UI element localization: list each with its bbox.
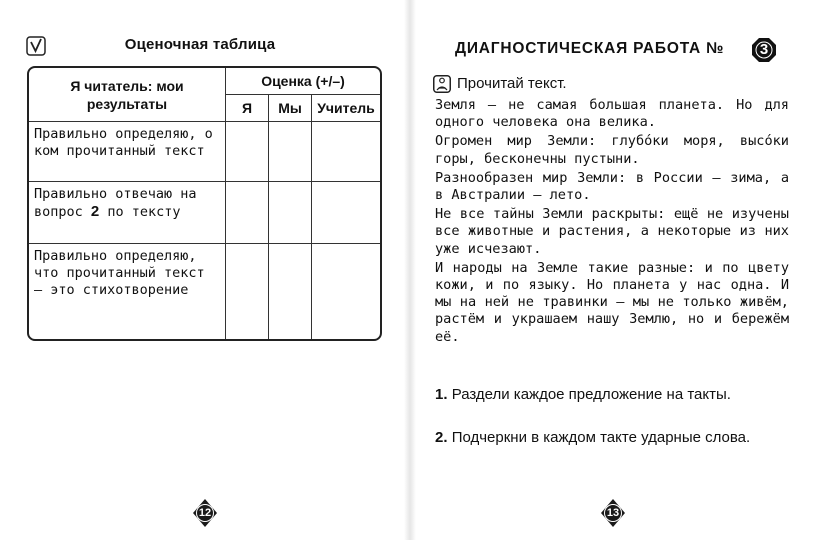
page-title: Оценочная таблица: [124, 36, 276, 53]
task-1: [435, 386, 789, 404]
right-page: [420, 0, 821, 540]
read-instruction: Прочитай текст.: [457, 75, 567, 92]
text-paragraph: Огромен мир Земли: глубо́ки моря, высо́ки горы, бесконечны пустыни.: [435, 133, 789, 167]
score-cell[interactable]: [226, 122, 269, 182]
header-we: Мы: [269, 95, 312, 122]
score-cell[interactable]: [226, 244, 269, 340]
score-cell[interactable]: [312, 122, 381, 182]
header-score-group: Оценка (+/–): [226, 68, 381, 95]
text-paragraph: Земля — не самая большая планета. Но для одного человека она велика.: [435, 97, 789, 131]
question-number: 2: [90, 203, 100, 220]
criterion-row-3: Правильно определяю, что прочитанный текст — это стихотворение: [29, 244, 226, 340]
score-cell[interactable]: [226, 182, 269, 244]
text-paragraph: Не все тайны Земли раскрыты: ещё не изучены все животные и растения, а некоторые из них уже исчезают.: [435, 206, 789, 257]
left-page: [0, 0, 400, 540]
work-title: ДИАГНОСТИЧЕСКАЯ РАБОТА №: [455, 40, 725, 57]
work-number: 3: [759, 41, 769, 58]
criterion-text: по тексту: [99, 204, 181, 220]
text-paragraph: И народы на Земле такие разные: и по цвету кожи, и по языку. Но планета у нас одна. И мы на ней не травинки — мы не только живём, растём и украшаем нашу Землю, но и бережём её.: [435, 259, 789, 345]
score-cell[interactable]: [269, 244, 312, 340]
work-number-badge: [752, 38, 776, 62]
page-number-badge: [600, 498, 626, 528]
text-paragraph: Разнообразен мир Земли: в России — зима, а в Австралии — лето.: [435, 169, 789, 204]
task-text: Подчеркни в каждом такте ударные слова.: [451, 429, 751, 446]
reading-text: [435, 97, 789, 348]
page-number: 12: [198, 507, 212, 519]
score-cell[interactable]: [312, 182, 381, 244]
criterion-row-1: Правильно определяю, о ком прочитанный текст: [29, 122, 226, 182]
task-text: Раздели каждое предложение на такты.: [451, 386, 731, 403]
task-number: 2.: [435, 429, 448, 446]
score-cell[interactable]: [312, 244, 381, 340]
score-cell[interactable]: [269, 122, 312, 182]
header-teacher: Учитель: [312, 95, 381, 122]
page-number: 13: [606, 507, 620, 519]
reading-person-icon: [433, 75, 451, 93]
criterion-text: Правильно отвечаю на вопрос: [34, 186, 197, 220]
assessment-table: [27, 66, 382, 341]
task-number: 1.: [435, 386, 448, 403]
book-spine: [404, 0, 416, 540]
header-self: Я: [226, 95, 269, 122]
criterion-row-2: [29, 182, 226, 244]
header-reader-results: Я читатель: мои результаты: [29, 68, 226, 122]
score-cell[interactable]: [269, 182, 312, 244]
page-number-badge: [192, 498, 218, 528]
task-2: [435, 429, 789, 447]
